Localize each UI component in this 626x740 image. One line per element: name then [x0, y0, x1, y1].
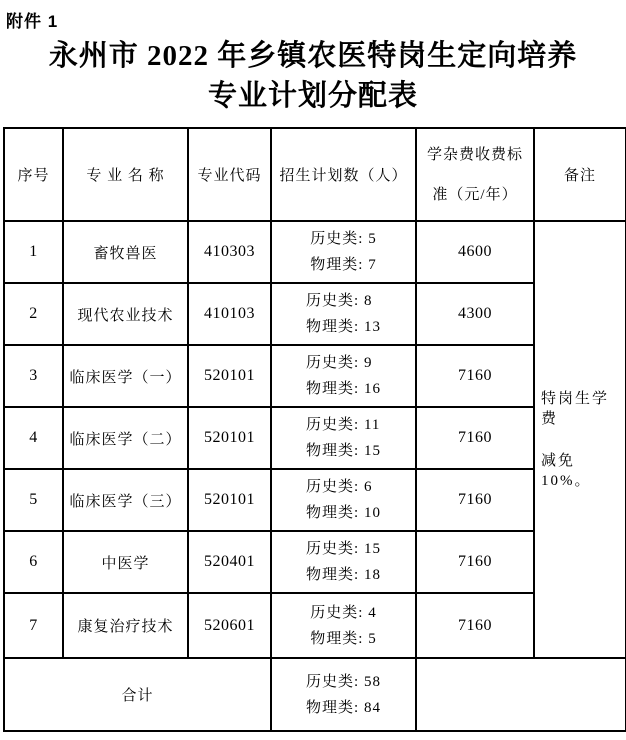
title-line-2: 专业计划分配表 — [207, 80, 418, 112]
cell-code: 520101 — [188, 469, 271, 531]
cell-no: 7 — [4, 593, 63, 658]
cell-major: 中医学 — [63, 531, 188, 593]
cell-major: 临床医学（二） — [63, 407, 188, 469]
col-header-fee — [416, 128, 534, 221]
table-row — [4, 221, 626, 283]
plan-physics: 物理类: 15 — [306, 443, 381, 459]
document-page — [0, 7, 626, 732]
cell-no: 5 — [4, 469, 63, 531]
plan-block — [306, 536, 381, 588]
remark-line-1: 特岗生学费 — [541, 390, 610, 427]
table-row — [4, 407, 626, 469]
table-row — [4, 345, 626, 407]
plan-block — [306, 669, 381, 721]
cell-fee: 7160 — [416, 345, 534, 407]
cell-major: 现代农业技术 — [63, 283, 188, 345]
cell-code: 520101 — [188, 345, 271, 407]
plan-physics-total: 物理类: 84 — [306, 699, 381, 716]
plan-history: 历史类: 15 — [306, 541, 381, 557]
cell-plan — [271, 407, 416, 469]
plan-physics: 物理类: 18 — [306, 567, 381, 583]
plan-history-total: 历史类: 58 — [306, 673, 381, 690]
cell-plan — [271, 593, 416, 658]
cell-no: 6 — [4, 531, 63, 593]
cell-major: 临床医学（三） — [63, 469, 188, 531]
cell-plan — [271, 345, 416, 407]
cell-code: 520401 — [188, 531, 271, 593]
cell-fee: 7160 — [416, 593, 534, 658]
col-header-remark: 备注 — [534, 128, 626, 221]
cell-major: 康复治疗技术 — [63, 593, 188, 658]
plan-history: 历史类: 8 — [306, 293, 373, 309]
cell-plan — [271, 221, 416, 283]
col-header-fee-line1: 学杂费收费标 — [426, 146, 523, 163]
col-header-no: 序号 — [4, 128, 63, 221]
title-line-1: 永州市 2022 年乡镇农医特岗生定向培养 — [48, 40, 578, 72]
cell-no: 2 — [4, 283, 63, 345]
cell-total-label: 合计 — [4, 658, 271, 731]
plan-history: 历史类: 4 — [310, 604, 377, 621]
plan-block — [306, 474, 381, 526]
cell-major: 畜牧兽医 — [63, 221, 188, 283]
plan-block — [310, 226, 376, 278]
plan-block — [310, 600, 376, 652]
table-header-row — [4, 128, 626, 221]
cell-code: 410303 — [188, 221, 271, 283]
plan-physics: 物理类: 7 — [310, 257, 377, 273]
plan-physics: 物理类: 5 — [310, 630, 377, 647]
cell-code: 520601 — [188, 593, 271, 658]
cell-no: 3 — [4, 345, 63, 407]
plan-block — [306, 412, 381, 464]
cell-code: 410103 — [188, 283, 271, 345]
col-header-plan: 招生计划数（人） — [271, 128, 416, 221]
cell-total-empty — [416, 658, 626, 731]
col-header-major: 专 业 名 称 — [63, 128, 188, 221]
page-title — [0, 36, 626, 116]
cell-fee: 7160 — [416, 469, 534, 531]
plan-physics: 物理类: 16 — [306, 381, 381, 397]
plan-history: 历史类: 11 — [306, 417, 381, 433]
plan-history: 历史类: 9 — [306, 355, 373, 371]
plan-physics: 物理类: 10 — [306, 505, 381, 521]
plan-history: 历史类: 6 — [306, 479, 373, 495]
col-header-code: 专业代码 — [188, 128, 271, 221]
cell-no: 4 — [4, 407, 63, 469]
table-total-row — [4, 658, 626, 731]
cell-fee: 4600 — [416, 221, 534, 283]
cell-no: 1 — [4, 221, 63, 283]
table-row — [4, 531, 626, 593]
cell-major: 临床医学（一） — [63, 345, 188, 407]
table-row — [4, 469, 626, 531]
plan-table — [3, 127, 626, 732]
cell-fee: 4300 — [416, 283, 534, 345]
plan-history: 历史类: 5 — [310, 231, 377, 247]
cell-total-plan — [271, 658, 416, 731]
remark-line-2: 减免 10%。 — [541, 452, 592, 489]
cell-fee: 7160 — [416, 407, 534, 469]
plan-physics: 物理类: 13 — [306, 319, 381, 335]
cell-remark — [534, 221, 626, 658]
plan-block — [306, 288, 381, 340]
attachment-label: 附件 1 — [6, 12, 59, 31]
cell-plan — [271, 469, 416, 531]
cell-plan — [271, 283, 416, 345]
cell-plan — [271, 531, 416, 593]
col-header-fee-line2: 准（元/年） — [432, 186, 518, 203]
table-row — [4, 593, 626, 658]
cell-code: 520101 — [188, 407, 271, 469]
cell-fee: 7160 — [416, 531, 534, 593]
plan-block — [306, 350, 381, 402]
table-row — [4, 283, 626, 345]
